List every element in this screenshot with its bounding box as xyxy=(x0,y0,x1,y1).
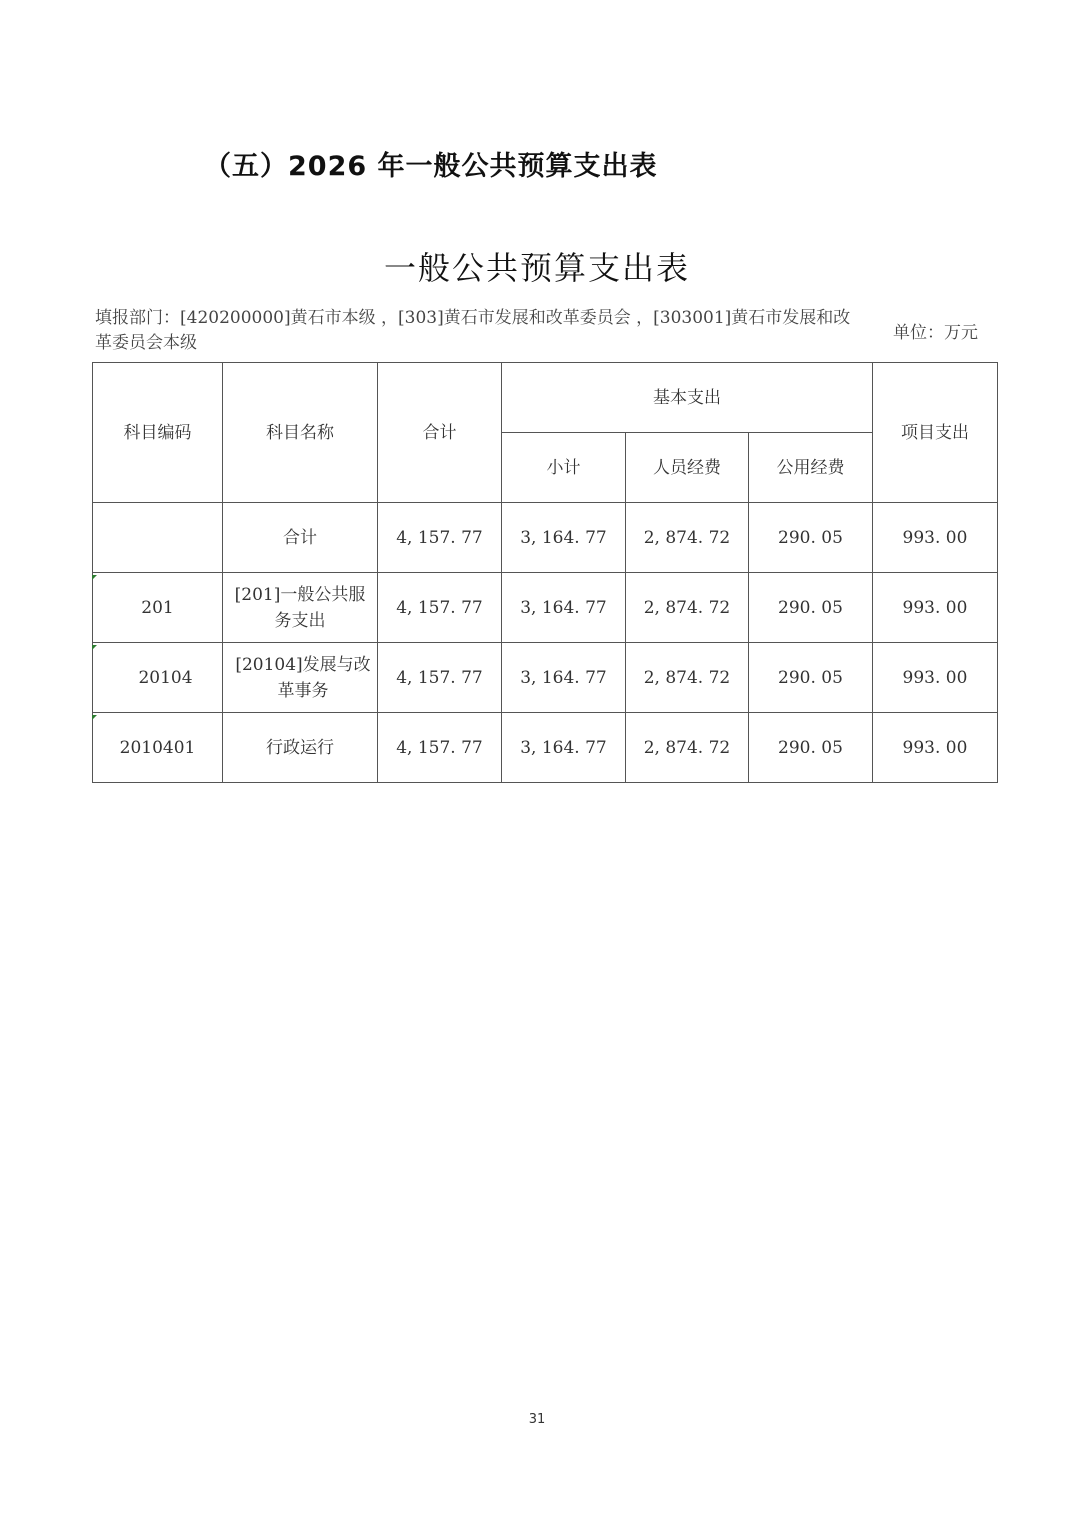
header-public: 公用经费 xyxy=(749,433,873,503)
currency-unit-label: 单位：万元 xyxy=(893,323,978,343)
cell-code xyxy=(93,503,223,573)
cell-name: [20104]发展与改革事务 xyxy=(223,643,378,713)
cell-public: 290. 05 xyxy=(749,713,873,783)
cell-code: 201 xyxy=(93,573,223,643)
cell-corner-marker xyxy=(92,715,97,720)
cell-public: 290. 05 xyxy=(749,643,873,713)
table-title: 一般公共预算支出表 xyxy=(383,249,690,287)
cell-name: 合计 xyxy=(223,503,378,573)
cell-name: [201]一般公共服务支出 xyxy=(223,573,378,643)
cell-project: 993. 00 xyxy=(873,643,998,713)
cell-total: 4, 157. 77 xyxy=(378,713,502,783)
cell-subtotal: 3, 164. 77 xyxy=(502,503,626,573)
cell-public: 290. 05 xyxy=(749,573,873,643)
cell-project: 993. 00 xyxy=(873,713,998,783)
cell-subtotal: 3, 164. 77 xyxy=(502,643,626,713)
table-row xyxy=(93,573,998,643)
cell-public: 290. 05 xyxy=(749,503,873,573)
table-row xyxy=(93,503,998,573)
cell-subtotal: 3, 164. 77 xyxy=(502,713,626,783)
cell-personnel: 2, 874. 72 xyxy=(626,713,749,783)
header-personnel: 人员经费 xyxy=(626,433,749,503)
cell-corner-marker xyxy=(92,645,97,650)
cell-total: 4, 157. 77 xyxy=(378,573,502,643)
cell-total: 4, 157. 77 xyxy=(378,503,502,573)
cell-personnel: 2, 874. 72 xyxy=(626,573,749,643)
cell-name: 行政运行 xyxy=(223,713,378,783)
page-number: 31 xyxy=(528,1412,546,1427)
table-row xyxy=(93,713,998,783)
header-row-1 xyxy=(93,363,998,433)
budget-expenditure-table xyxy=(92,362,998,783)
cell-project: 993. 00 xyxy=(873,503,998,573)
cell-project: 993. 00 xyxy=(873,573,998,643)
header-total: 合计 xyxy=(378,363,502,503)
header-project-expenditure: 项目支出 xyxy=(873,363,998,503)
table-row xyxy=(93,643,998,713)
header-subtotal: 小计 xyxy=(502,433,626,503)
cell-code: 20104 xyxy=(93,643,223,713)
section-heading: （五）2026 年一般公共预算支出表 xyxy=(204,151,658,182)
cell-total: 4, 157. 77 xyxy=(378,643,502,713)
header-code: 科目编码 xyxy=(93,363,223,503)
header-basic-expenditure: 基本支出 xyxy=(502,363,873,433)
cell-personnel: 2, 874. 72 xyxy=(626,643,749,713)
cell-subtotal: 3, 164. 77 xyxy=(502,573,626,643)
reporting-unit-info: 填报部门：[420200000]黄石市本级 ，[303]黄石市发展和改革委员会 ，[303001]黄石市发展和改革委员会本级 xyxy=(95,308,851,353)
cell-personnel: 2, 874. 72 xyxy=(626,503,749,573)
cell-corner-marker xyxy=(92,575,97,580)
cell-code: 2010401 xyxy=(93,713,223,783)
header-name: 科目名称 xyxy=(223,363,378,503)
